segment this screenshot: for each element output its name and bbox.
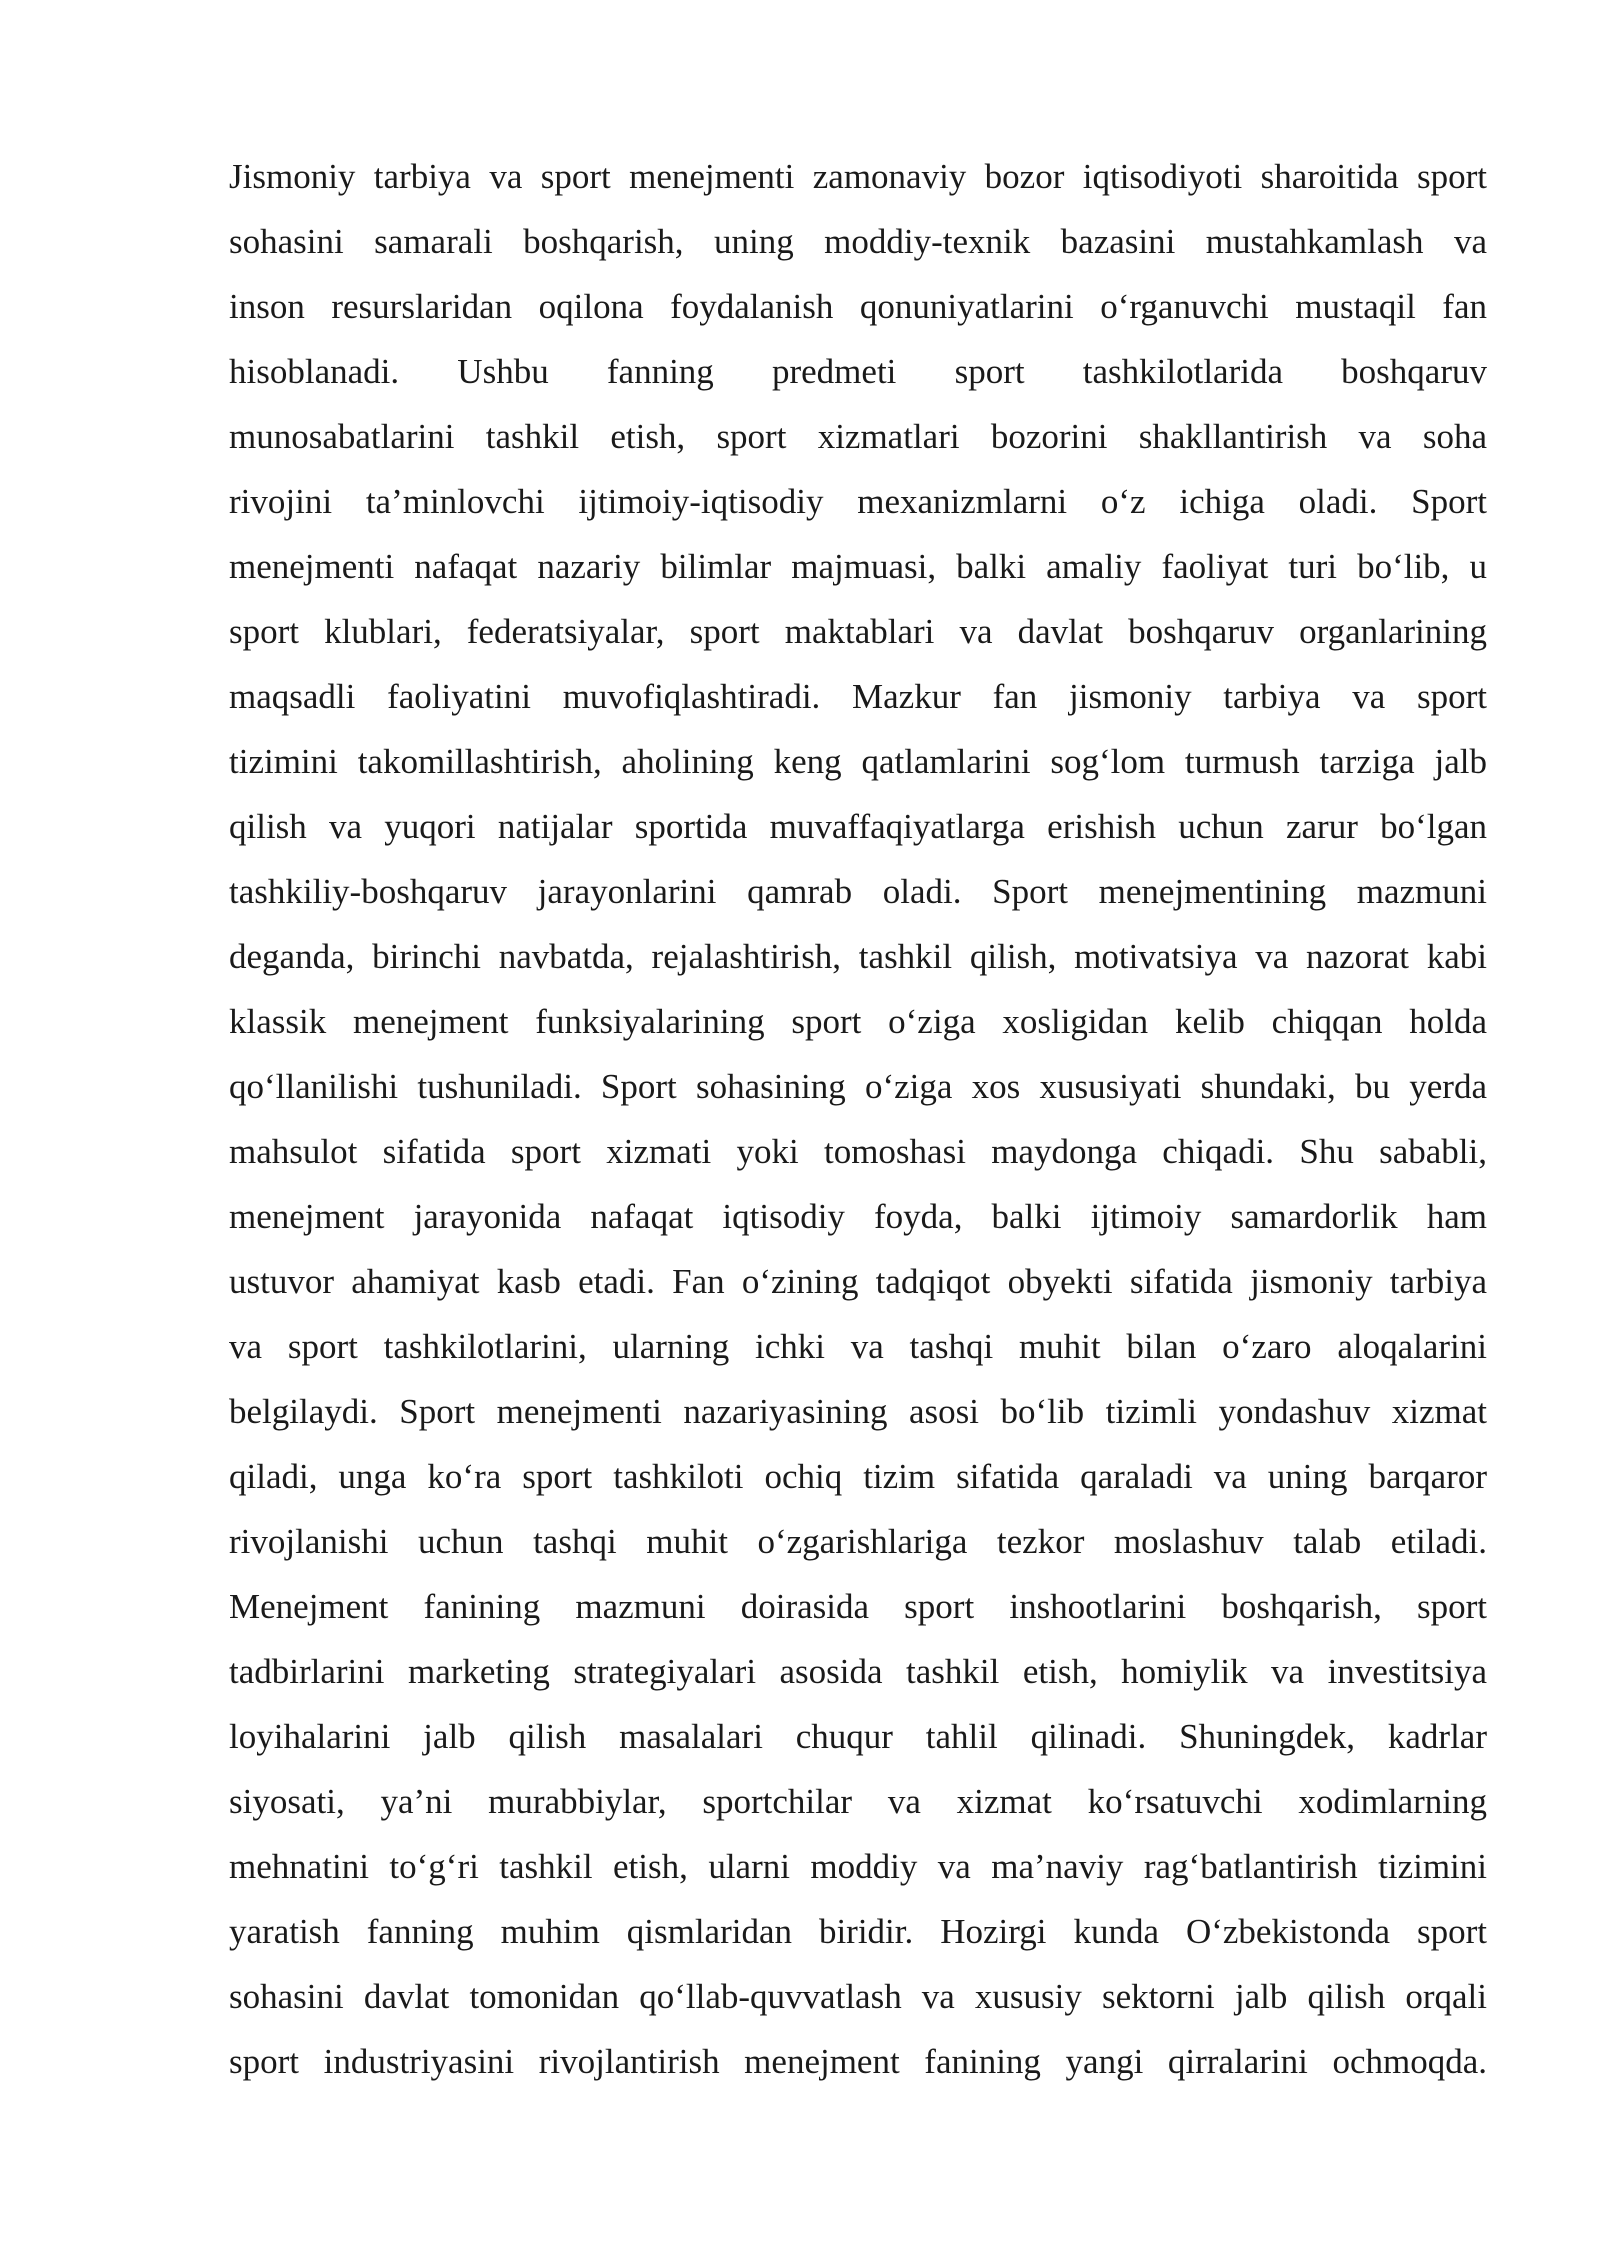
text-line: belgilaydi. Sport menejmenti nazariyasining asosi bo‘lib tizimli yondashuv xizmat xyxy=(229,1392,1487,1431)
text-line: loyihalarini jalb qilish masalalari chuqur tahlil qilinadi. Shuningdek, kadrlar xyxy=(229,1717,1487,1756)
text-line: tizimini takomillashtirish, aholining keng qatlamlarini sog‘lom turmush tarziga jalb xyxy=(229,742,1487,781)
text-line: klassik menejment funksiyalarining sport o‘ziga xosligidan kelib chiqqan holda xyxy=(229,1002,1487,1041)
body-paragraph xyxy=(229,150,1487,2100)
text-line: siyosati, ya’ni murabbiylar, sportchilar va xizmat ko‘rsatuvchi xodimlarning xyxy=(229,1782,1487,1821)
text-line: tadbirlarini marketing strategiyalari asosida tashkil etish, homiylik va investitsiya xyxy=(229,1652,1487,1691)
text-line: hisoblanadi. Ushbu fanning predmeti sport tashkilotlarida boshqaruv xyxy=(229,352,1487,391)
text-line: maqsadli faoliyatini muvofiqlashtiradi. Mazkur fan jismoniy tarbiya va sport xyxy=(229,677,1487,716)
text-line: inson resurslaridan oqilona foydalanish qonuniyatlarini o‘rganuvchi mustaqil fan xyxy=(229,287,1487,326)
text-line: Menejment fanining mazmuni doirasida sport inshootlarini boshqarish, sport xyxy=(229,1587,1487,1626)
text-line: va sport tashkilotlarini, ularning ichki va tashqi muhit bilan o‘zaro aloqalarini xyxy=(229,1327,1487,1366)
text-line: mehnatini to‘g‘ri tashkil etish, ularni moddiy va ma’naviy rag‘batlantirish tizimini xyxy=(229,1847,1487,1886)
text-line: rivojini ta’minlovchi ijtimoiy-iqtisodiy mexanizmlarni o‘z ichiga oladi. Sport xyxy=(229,482,1487,521)
text-line: qiladi, unga ko‘ra sport tashkiloti ochiq tizim sifatida qaraladi va uning barqaror xyxy=(229,1457,1487,1496)
text-line: ustuvor ahamiyat kasb etadi. Fan o‘zining tadqiqot obyekti sifatida jismoniy tarbiya xyxy=(229,1262,1487,1301)
text-line: menejmenti nafaqat nazariy bilimlar majmuasi, balki amaliy faoliyat turi bo‘lib, u xyxy=(229,547,1487,586)
text-line: menejment jarayonida nafaqat iqtisodiy foyda, balki ijtimoiy samardorlik ham xyxy=(229,1197,1487,1236)
text-line: Jismoniy tarbiya va sport menejmenti zamonaviy bozor iqtisodiyoti sharoitida sport xyxy=(229,157,1487,196)
text-line: qo‘llanilishi tushuniladi. Sport sohasining o‘ziga xos xususiyati shundaki, bu yerda xyxy=(229,1067,1487,1106)
text-line: deganda, birinchi navbatda, rejalashtirish, tashkil qilish, motivatsiya va nazorat kabi xyxy=(229,937,1487,976)
text-line: tashkiliy-boshqaruv jarayonlarini qamrab oladi. Sport menejmentining mazmuni xyxy=(229,872,1487,911)
text-line: mahsulot sifatida sport xizmati yoki tomoshasi maydonga chiqadi. Shu sababli, xyxy=(229,1132,1487,1171)
text-line: sohasini samarali boshqarish, uning moddiy-texnik bazasini mustahkamlash va xyxy=(229,222,1487,261)
text-line: sport industriyasini rivojlantirish menejment fanining yangi qirralarini ochmoqda. xyxy=(229,2042,1487,2081)
text-line: yaratish fanning muhim qismlaridan biridir. Hozirgi kunda O‘zbekistonda sport xyxy=(229,1912,1487,1951)
text-line: rivojlanishi uchun tashqi muhit o‘zgarishlariga tezkor moslashuv talab etiladi. xyxy=(229,1522,1487,1561)
text-line: munosabatlarini tashkil etish, sport xizmatlari bozorini shakllantirish va soha xyxy=(229,417,1487,456)
text-line: qilish va yuqori natijalar sportida muvaffaqiyatlarga erishish uchun zarur bo‘lgan xyxy=(229,807,1487,846)
text-line: sohasini davlat tomonidan qo‘llab-quvvatlash va xususiy sektorni jalb qilish orqali xyxy=(229,1977,1487,2016)
text-line: sport klublari, federatsiyalar, sport maktablari va davlat boshqaruv organlarining xyxy=(229,612,1487,651)
